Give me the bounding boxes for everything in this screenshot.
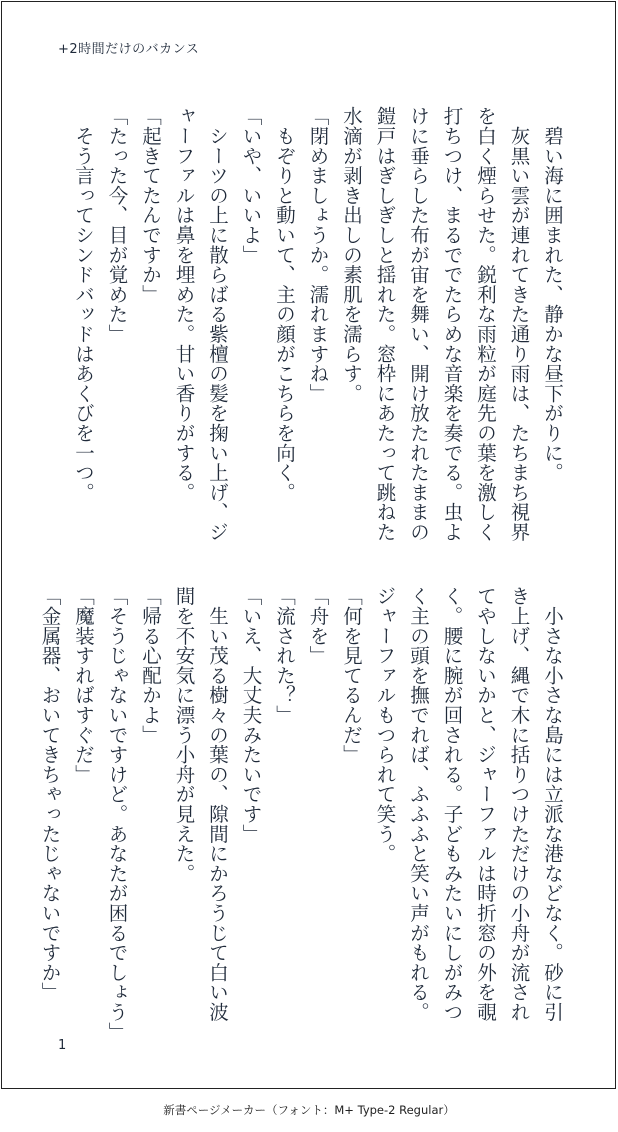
upper-text-block: [67, 106, 570, 542]
text-column: 「何を見てるんだ」: [340, 586, 363, 765]
text-column: 鎧戸はぎしぎしと揺れた。窓枠にあたって跳ねた: [373, 106, 397, 542]
text-column: き上げ、縄で木に括りつけただけの小舟が流され: [507, 586, 531, 1022]
text-column: く。腰に腕が回される。子どもみたいにしがみつ: [440, 586, 464, 1022]
text-column: 「起きてたんですか」: [139, 106, 162, 304]
text-column: 灰黒い雲が連れてきた通り雨は、たちまち視界: [507, 106, 531, 542]
text-column: けに垂らした布が宙を舞い、開け放たれたままの: [407, 106, 430, 542]
novel-page: [1, 1, 616, 1089]
text-column: を白く煙らせた。鋭利な雨粒が庭先の葉を激しく: [474, 106, 497, 542]
text-column: 小さな小さな島には立派な港などなく。砂に引: [541, 586, 564, 1022]
text-column: 打ちつけ、まるででたらめな音楽を奏でる。虫よ: [440, 106, 464, 542]
text-column: 「たった今、目が覚めた」: [105, 106, 129, 344]
text-column: 碧い海に囲まれた、静かな昼下がりに。: [541, 106, 564, 483]
text-column: 「舟を」: [306, 586, 330, 666]
text-column: そう言ってシンドバッドはあくびを一つ。: [72, 106, 95, 502]
text-column: ジャーファルもつられて笑う。: [373, 586, 397, 864]
text-column: もぞりと動いて、主の顔がこちらを向く。: [273, 106, 296, 502]
text-column: く主の頭を撫でれば、ふふふと笑い声がもれる。: [407, 586, 430, 1022]
text-column: 「いえ、大丈夫みたいです」: [239, 586, 263, 844]
text-column: 「いや、いいよ」: [239, 106, 263, 265]
generator-credit: 新書ページメーカー（フォント：M+ Type-2 Regular）: [163, 1103, 455, 1117]
text-column: 「閉めましょうか。濡れますね」: [306, 106, 330, 403]
text-column: 間を不安気に漂う小舟が見えた。: [172, 586, 196, 883]
page-number: 1: [58, 1038, 67, 1053]
text-column: 「帰る心配かよ」: [139, 586, 162, 745]
text-column: 「魔装すればすぐだ」: [72, 586, 95, 784]
text-column: てやしないかと、ジャーファルは時折窓の外を覗: [474, 586, 497, 1022]
text-column: 「そうじゃないですけど。あなたが困るでしょう」: [105, 586, 129, 1042]
text-column: シーツの上に散らばる紫檀の髪を掬い上げ、ジ: [206, 106, 229, 542]
running-title: +2時間だけのバカンス: [58, 42, 200, 57]
text-column: 生い茂る樹々の葉の、隙間にかろうじて白い波: [206, 586, 229, 1022]
text-column: 水滴が剥き出しの素肌を濡らす。: [340, 106, 363, 403]
text-column: ャーファルは鼻を埋めた。甘い香りがする。: [172, 106, 196, 502]
text-column: 「流された？」: [273, 586, 296, 725]
text-column: 「金属器、おいてきちゃったじゃないですか」: [38, 586, 62, 1002]
lower-text-block: [33, 586, 569, 1042]
